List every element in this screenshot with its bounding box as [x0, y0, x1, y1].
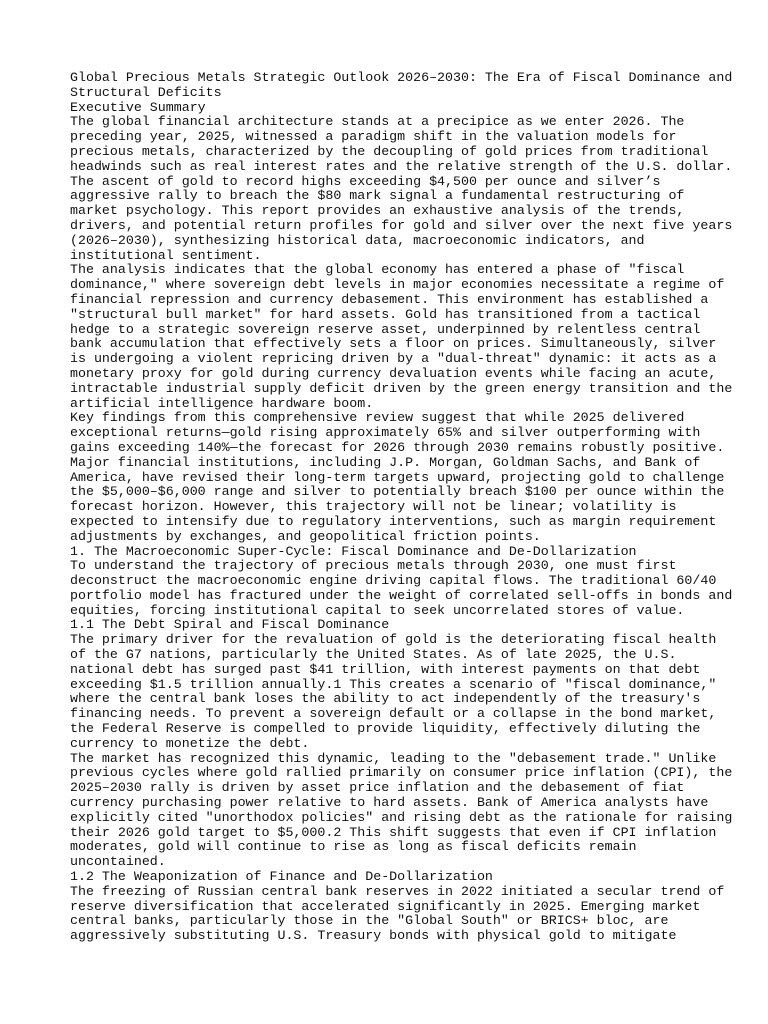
text-line: forecast horizon. However, this trajectory will not be linear; volatility is: [70, 499, 677, 515]
text-line: deconstruct the macroeconomic engine driving capital flows. The traditional 60/40: [70, 573, 717, 589]
text-line: previous cycles where gold rallied primarily on consumer price inflation (CPI), the: [70, 765, 733, 781]
text-line: equities, forcing institutional capital to seek uncorrelated stores of value.: [70, 602, 685, 618]
text-line: national debt has surged past $41 trillion, with interest payments on that debt: [70, 661, 701, 677]
text-line: the $5,000–$6,000 range and silver to potentially breach $100 per ounce within the: [70, 484, 725, 500]
text-line: precious metals, characterized by the decoupling of gold prices from traditional: [70, 143, 709, 159]
document-title: [70, 70, 733, 101]
executive-summary-paragraph-3: [70, 410, 725, 544]
text-line: Global Precious Metals Strategic Outlook 2026–2030: The Era of Fiscal Dominance and: [70, 70, 733, 85]
text-line: The ascent of gold to record highs exceeding $4,500 per ounce and silver’s: [70, 173, 661, 189]
text-line: monetary proxy for gold during currency devaluation events while facing an acute,: [70, 365, 717, 381]
executive-summary-heading: Executive Summary: [70, 99, 206, 115]
text-line: currency purchasing power relative to hard assets. Bank of America analysts have: [70, 795, 709, 811]
text-line: of the G7 nations, particularly the United States. As of late 2025, the U.S.: [70, 647, 677, 663]
text-line: The global financial architecture stands at a precipice as we enter 2026. The: [70, 114, 685, 130]
section-1-1-paragraph-1: [70, 632, 717, 751]
text-line: headwinds such as real interest rates and the relative strength of the U.S. dollar.: [70, 158, 733, 174]
text-line: adjustments by exchanges, and geopolitical friction points.: [70, 528, 541, 544]
text-line: the Federal Reserve is compelled to provide liquidity, effectively diluting the: [70, 721, 701, 737]
text-line: drivers, and potential return profiles for gold and silver over the next five years: [70, 217, 733, 233]
text-line: intractable industrial supply deficit driven by the green energy transition and the: [70, 380, 733, 396]
text-line: The primary driver for the revaluation of gold is the deteriorating fiscal health: [70, 632, 717, 648]
text-line: where the central bank loses the ability to act independently of the treasury's: [70, 691, 701, 707]
text-line: preceding year, 2025, witnessed a paradigm shift in the valuation models for: [70, 129, 677, 145]
document-page: [70, 70, 733, 944]
text-line: reserve diversification that accelerated significantly in 2025. Emerging market: [70, 898, 701, 914]
text-line: market psychology. This report provides an exhaustive analysis of the trends,: [70, 203, 685, 219]
text-line: exceeding $1.5 trillion annually.1 This creates a scenario of "fiscal dominance,": [70, 676, 717, 692]
text-line: portfolio model has fractured under the weight of correlated sell-offs in bonds and: [70, 587, 733, 603]
text-line: The freezing of Russian central bank reserves in 2022 initiated a secular trend of: [70, 883, 725, 899]
text-line: 2025–2030 rally is driven by asset price inflation and the debasement of fiat: [70, 780, 685, 796]
text-line: gains exceeding 140%—the forecast for 2026 through 2030 remains robustly positive.: [70, 439, 725, 455]
text-line: The analysis indicates that the global economy has entered a phase of "fiscal: [70, 262, 685, 278]
text-line: explicitly cited "unorthodox policies" and rising debt as the rationale for raising: [70, 809, 733, 825]
text-line: is undergoing a violent repricing driven by a "dual-threat" dynamic: it acts as a: [70, 351, 717, 367]
text-line: aggressive rally to breach the $80 mark signal a fundamental restructuring of: [70, 188, 685, 204]
section-1-2-paragraph-1: [70, 883, 725, 944]
section-1-1-heading: 1.1 The Debt Spiral and Fiscal Dominance: [70, 617, 390, 633]
section-1-1-paragraph-2: [70, 750, 733, 870]
text-line: Structural Deficits: [70, 84, 222, 100]
text-line: The market has recognized this dynamic, leading to the "debasement trade." Unlike: [70, 750, 717, 766]
section-1-paragraph-1: [70, 558, 733, 618]
section-1-heading: 1. The Macroeconomic Super-Cycle: Fiscal Dominance and De-Dollarization: [70, 543, 637, 559]
section-1-2-heading: 1.2 The Weaponization of Finance and De-Dollarization: [70, 869, 493, 885]
text-line: uncontained.: [70, 854, 166, 870]
text-line: institutional sentiment.: [70, 247, 262, 263]
executive-summary-paragraph-2: [70, 262, 733, 411]
text-line: Key findings from this comprehensive review suggest that while 2025 delivered: [70, 410, 685, 426]
text-line: To understand the trajectory of precious metals through 2030, one must first: [70, 558, 677, 574]
text-line: central banks, particularly those in the "Global South" or BRICS+ bloc, are: [70, 913, 669, 929]
text-line: financial repression and currency debasement. This environment has established a: [70, 291, 709, 307]
text-line: currency to monetize the debt.: [70, 735, 310, 751]
text-line: bank accumulation that effectively sets a floor on prices. Simultaneously, silver: [70, 336, 717, 352]
text-line: hedge to a strategic sovereign reserve asset, underpinned by relentless central: [70, 321, 701, 337]
text-line: America, have revised their long-term targets upward, projecting gold to challenge: [70, 469, 725, 485]
text-line: moderates, gold will continue to rise as long as fiscal deficits remain: [70, 839, 637, 855]
text-line: artificial intelligence hardware boom.: [70, 395, 374, 411]
text-line: expected to intensify due to regulatory interventions, such as margin requirement: [70, 513, 717, 529]
text-line: their 2026 gold target to $5,000.2 This shift suggests that even if CPI inflation: [70, 824, 717, 840]
text-line: "structural bull market" for hard assets. Gold has transitioned from a tactical: [70, 306, 701, 322]
text-line: dominance," where sovereign debt levels in major economies necessitate a regime of: [70, 277, 725, 293]
executive-summary-paragraph-1: [70, 114, 733, 263]
text-line: aggressively substituting U.S. Treasury bonds with physical gold to mitigate: [70, 928, 677, 944]
text-line: (2026–2030), synthesizing historical data, macroeconomic indicators, and: [70, 232, 645, 248]
text-line: financing needs. To prevent a sovereign default or a collapse in the bond market,: [70, 706, 717, 722]
text-line: Major financial institutions, including J.P. Morgan, Goldman Sachs, and Bank of: [70, 454, 701, 470]
text-line: exceptional returns—gold rising approximately 65% and silver outperforming with: [70, 425, 701, 441]
